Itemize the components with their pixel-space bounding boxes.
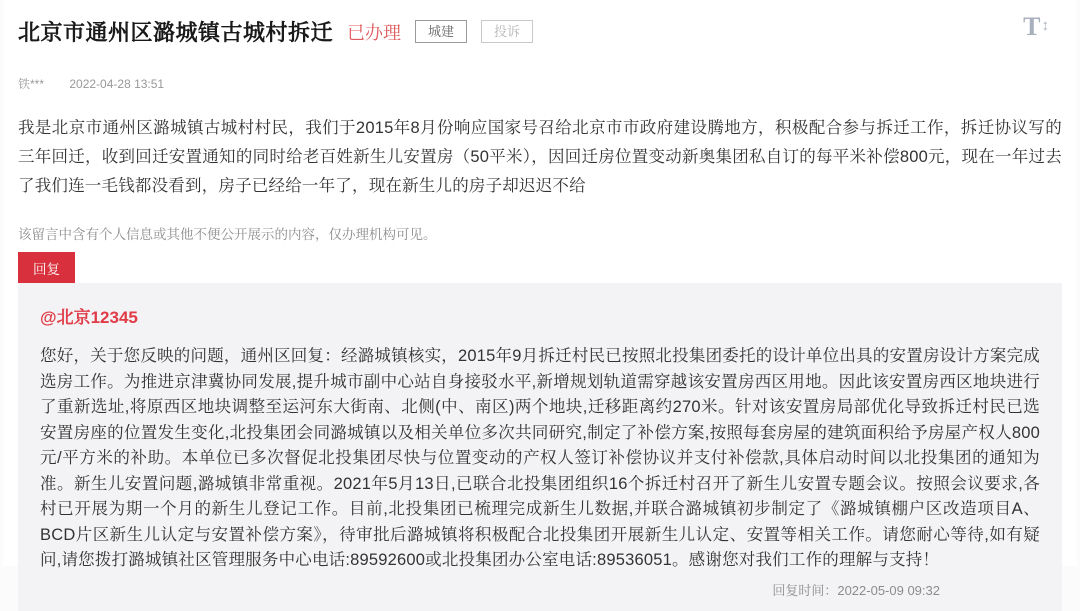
reply-panel [18, 283, 1062, 611]
font-size-letter: T [1023, 12, 1041, 41]
status-badge: 已办理 [347, 22, 402, 43]
reply-time: 2022-05-09 09:32 [837, 582, 940, 598]
reply-content: 您好，关于您反映的问题，通州区回复：经潞城镇核实，2015年9月拆迁村民已按照北投集团委托的设计单位出具的安置房设计方案完成选房工作。为推进京津冀协同发展,提升城市副中心站自身接驳水平,新增规划轨道需穿越该安置房西区用地。因此该安置房西区地块进行了重新选址,将原西区地块调整至运河东大街南、北侧(中、南区)两个地块,迁移距离约270米。针对该安置房局部优化导致拆迁村民已选安置房座的位置发生变化,北投集团会同潞城镇以及相关单位多次共同研究,制定了补偿方案,按照每套房屋的建筑面积给予房屋产权人800元/平方米的补助。本单位已多次督促北投集团尽快与位置变动的产权人签订补偿协议并支付补偿款,具体启动时间以北投集团的通知为准。新生儿安置问题,潞城镇非常重视。2021年5月13日,已联合北投集团组织16个拆迁村召开了新生儿安置专题会议。按照会议要求,各村已开展为期一个月的新生儿登记工作。目前,北投集团已梳理完成新生儿数据,并联合潞城镇初步制定了《潞城镇棚户区改造项目A、BCD片区新生儿认定与安置补偿方案》，待审批后潞城镇将积极配合北投集团开展新生儿认定、安置等相关工作。请您耐心等待,如有疑问,请您拨打潞城镇社区管理服务中心电话:89592600或北投集团办公室电话:89536051。感谢您对我们工作的理解与支持！ [40, 347, 1040, 569]
tag-type[interactable]: 投诉 [481, 20, 533, 43]
post-content: 我是北京市通州区潞城镇古城村村民，我们于2015年8月份响应国家号召给北京市市政府建设腾地方，积极配合参与拆迁工作，拆迁协议写的三年回迁，收到回迁安置通知的同时给老百姓新生儿安置房（50平米），因回迁房位置变动新奥集团私自订的每平米补偿800元，现在一年过去了我们连一毛钱都没看到，房子已经给一年了，现在新生儿的房子却迟迟不给 [18, 119, 1062, 195]
tag-category[interactable]: 城建 [415, 20, 467, 43]
resize-arrow-icon: ↕ [1041, 17, 1049, 34]
responder-name: @北京12345 [40, 308, 138, 327]
post-author: 铁*** [18, 77, 45, 91]
post-meta [18, 75, 1062, 92]
reply-time-row [40, 580, 1040, 599]
post-time: 2022-04-28 13:51 [69, 77, 165, 91]
privacy-notice: 该留言中含有个人信息或其他不便公开展示的内容，仅办理机构可见。 [18, 227, 437, 242]
reply-tab[interactable]: 回复 [18, 252, 75, 283]
font-size-icon[interactable] [1023, 14, 1049, 40]
page-title: 北京市通州区潞城镇古城村拆迁 [18, 20, 334, 45]
reply-time-label: 回复时间： [772, 582, 838, 598]
title-row [18, 12, 1062, 47]
complaint-detail-page [3, 0, 1077, 598]
